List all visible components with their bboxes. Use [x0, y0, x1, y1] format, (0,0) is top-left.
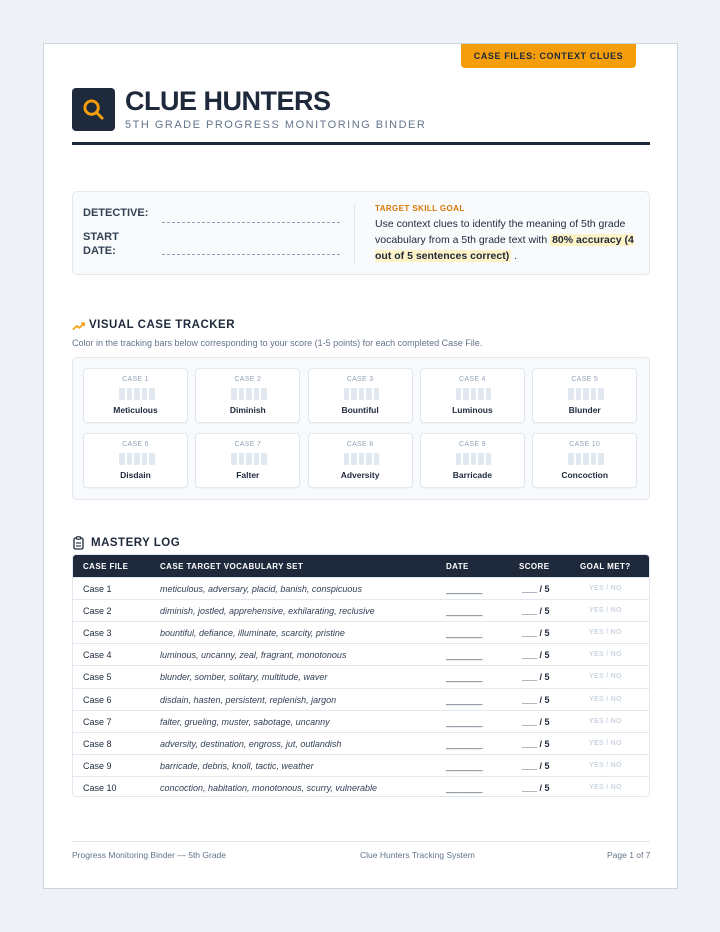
vocab-cell: adversity, destination, engross, jut, outlandish: [160, 738, 342, 749]
goal-met-cell[interactable]: YES / NO: [589, 629, 622, 637]
score-bars: [568, 453, 604, 465]
score-bar[interactable]: [568, 453, 574, 465]
score-bar[interactable]: [246, 388, 252, 400]
date-cell[interactable]: ________: [446, 606, 483, 617]
footer-page-number: Page 1 of 7: [607, 850, 651, 860]
goal-met-cell[interactable]: YES / NO: [589, 585, 622, 592]
score-bar[interactable]: [134, 453, 140, 465]
case-number: CASE 5: [571, 376, 599, 383]
score-cell[interactable]: ___ / 5: [522, 628, 550, 639]
score-bar[interactable]: [149, 453, 155, 465]
vocab-cell: blunder, somber, solitary, multitude, waver: [160, 672, 328, 683]
case-card: [420, 368, 525, 423]
case-word: Diminish: [229, 405, 266, 415]
vocab-cell: barricade, debris, knoll, tactic, weather: [160, 760, 314, 771]
case-number: CASE 10: [569, 440, 601, 448]
score-bar[interactable]: [568, 388, 574, 400]
student-info-panel: [72, 191, 650, 275]
trending-up-icon: [72, 321, 85, 331]
goal-heading: TARGET SKILL GOAL: [375, 204, 465, 213]
score-bar[interactable]: [583, 453, 589, 465]
goal-met-cell[interactable]: YES / NO: [589, 717, 622, 725]
case-card: [532, 368, 637, 423]
info-divider: [354, 204, 355, 264]
case-word: Blunder: [568, 405, 601, 415]
case-number: CASE 3: [346, 376, 374, 383]
mastery-log-table: [72, 554, 650, 797]
goal-met-cell[interactable]: YES / NO: [589, 673, 622, 681]
table-row: [73, 599, 649, 621]
score-bar[interactable]: [142, 453, 148, 465]
case-number: CASE 7: [234, 440, 262, 448]
score-bar[interactable]: [119, 453, 125, 465]
score-bar[interactable]: [486, 453, 492, 465]
goal-highlight: 80% accuracy (4 out of 5 sentences correct): [375, 234, 634, 262]
case-word: Falter: [236, 469, 260, 480]
goal-met-cell[interactable]: YES / NO: [589, 739, 622, 747]
score-bar[interactable]: [134, 388, 140, 400]
col-score: SCORE: [519, 562, 550, 571]
score-bar[interactable]: [583, 388, 589, 400]
score-bar[interactable]: [261, 453, 267, 465]
score-cell[interactable]: ___ / 5: [522, 782, 550, 793]
case-card: [83, 368, 188, 423]
date-cell[interactable]: ________: [446, 782, 483, 793]
score-cell[interactable]: ___ / 5: [522, 716, 550, 727]
table-row: [73, 776, 649, 797]
score-cell[interactable]: ___ / 5: [522, 672, 550, 683]
score-cell[interactable]: ___ / 5: [522, 760, 550, 771]
case-word: Barricade: [452, 469, 492, 480]
score-bar[interactable]: [366, 453, 372, 465]
table-row: [73, 710, 649, 732]
col-goal-met: GOAL MET?: [580, 562, 631, 571]
footer-left: Progress Monitoring Binder — 5th Grade: [72, 850, 227, 860]
col-vocab-set: CASE TARGET VOCABULARY SET: [160, 562, 304, 571]
score-bar[interactable]: [478, 453, 484, 465]
score-cell[interactable]: ___ / 5: [522, 738, 550, 749]
score-bar[interactable]: [374, 388, 380, 400]
case-number: CASE 6: [122, 440, 149, 448]
table-row: [73, 643, 649, 665]
magnifier-icon: [82, 98, 105, 121]
vocab-cell: concoction, habitation, monotonous, scurry, vulnerable: [160, 782, 377, 793]
score-bar[interactable]: [254, 453, 260, 465]
score-bar[interactable]: [231, 388, 237, 400]
date-cell[interactable]: ________: [446, 650, 483, 661]
score-cell[interactable]: ___ / 5: [522, 694, 550, 705]
date-cell[interactable]: ________: [446, 584, 483, 594]
score-bar[interactable]: [351, 453, 357, 465]
score-bar[interactable]: [591, 453, 597, 465]
score-bars: [456, 388, 492, 400]
score-bar[interactable]: [119, 388, 125, 400]
col-case-file: CASE FILE: [83, 562, 129, 571]
score-bar[interactable]: [351, 388, 357, 400]
score-bars: [119, 388, 155, 400]
mastery-log-heading: MASTERY LOG: [91, 537, 181, 549]
case-number: CASE 1: [122, 376, 149, 383]
case-file-cell: Case 3: [83, 628, 112, 639]
score-bar[interactable]: [239, 453, 245, 465]
score-bar[interactable]: [246, 453, 252, 465]
detective-field[interactable]: [162, 222, 340, 223]
score-bar[interactable]: [127, 453, 133, 465]
score-bar[interactable]: [239, 388, 245, 400]
goal-met-cell[interactable]: YES / NO: [589, 761, 622, 769]
case-word: Bountiful: [341, 405, 379, 415]
case-number: CASE 9: [459, 440, 486, 448]
date-cell[interactable]: ________: [446, 760, 483, 771]
col-date: DATE: [446, 562, 469, 571]
score-bar[interactable]: [456, 388, 462, 400]
score-bar[interactable]: [456, 453, 462, 465]
detective-label: DETECTIVE:: [83, 207, 149, 219]
clipboard-icon: [73, 536, 84, 550]
score-bar[interactable]: [142, 388, 148, 400]
score-bar[interactable]: [576, 388, 582, 400]
score-bar[interactable]: [471, 388, 477, 400]
score-bars: [119, 453, 155, 465]
case-word: Concoction: [561, 469, 609, 480]
case-card: [83, 433, 188, 488]
goal-text: [375, 216, 643, 264]
score-bar[interactable]: [231, 453, 237, 465]
case-number: CASE 8: [346, 440, 374, 448]
date-cell[interactable]: ________: [446, 672, 483, 683]
goal-met-cell[interactable]: YES / NO: [589, 607, 622, 615]
tracker-instructions: Color in the tracking bars below corresponding to your score (1-5 points) for each completed Case File.: [72, 338, 483, 348]
start-date-field[interactable]: [162, 254, 340, 255]
score-bar[interactable]: [344, 388, 350, 400]
vocab-cell: disdain, hasten, persistent, replenish, jargon: [160, 694, 337, 705]
table-row: [73, 688, 649, 710]
goal-met-cell[interactable]: YES / NO: [589, 783, 622, 791]
tracker-heading: VISUAL CASE TRACKER: [89, 319, 236, 331]
score-bar[interactable]: [598, 388, 604, 400]
score-bar[interactable]: [463, 453, 469, 465]
case-card: [420, 433, 525, 488]
case-file-cell: Case 9: [83, 760, 112, 771]
score-bar[interactable]: [486, 388, 492, 400]
score-cell[interactable]: ___ / 5: [522, 650, 550, 661]
logo: [72, 88, 115, 131]
footer-center: Clue Hunters Tracking System: [360, 850, 475, 860]
case-card: [308, 368, 413, 423]
case-files-badge: CASE FILES: CONTEXT CLUES: [461, 44, 636, 68]
score-bar[interactable]: [149, 388, 155, 400]
case-file-cell: Case 5: [83, 672, 112, 683]
vocab-cell: falter, grueling, muster, sabotage, uncanny: [160, 716, 330, 727]
case-word: Disdain: [120, 469, 151, 480]
score-bar[interactable]: [576, 453, 582, 465]
page-subtitle: 5TH GRADE PROGRESS MONITORING BINDER: [125, 119, 427, 131]
date-cell[interactable]: ________: [446, 738, 483, 749]
case-card: [532, 433, 637, 488]
vocab-cell: diminish, jostled, apprehensive, exhilarating, reclusive: [160, 606, 375, 617]
score-bar[interactable]: [344, 453, 350, 465]
score-bars: [344, 453, 380, 465]
date-cell[interactable]: ________: [446, 694, 483, 705]
footer-rule: [72, 841, 650, 842]
goal-text-end: .: [511, 250, 518, 262]
case-file-cell: Case 2: [83, 606, 112, 617]
score-cell[interactable]: ___ / 5: [522, 584, 550, 594]
score-bar[interactable]: [366, 388, 372, 400]
score-bar[interactable]: [359, 453, 365, 465]
table-row: [73, 577, 649, 599]
case-number: CASE 4: [459, 376, 486, 383]
case-word: Luminous: [452, 405, 493, 415]
goal-met-cell[interactable]: YES / NO: [589, 695, 622, 703]
vocab-cell: bountiful, defiance, illuminate, scarcity, pristine: [160, 628, 345, 639]
score-bar[interactable]: [261, 388, 267, 400]
case-tracker-grid: [72, 357, 650, 500]
score-bars: [568, 388, 604, 400]
table-row: [73, 621, 649, 643]
score-bar[interactable]: [374, 453, 380, 465]
binder-page: [43, 43, 678, 889]
score-bars: [231, 388, 267, 400]
case-file-cell: Case 10: [83, 782, 117, 793]
case-file-cell: Case 8: [83, 738, 112, 749]
case-file-cell: Case 6: [83, 694, 112, 705]
table-row: [73, 665, 649, 687]
table-row: [73, 754, 649, 776]
case-card: [195, 433, 300, 488]
score-bar[interactable]: [598, 453, 604, 465]
table-header: [73, 555, 649, 577]
case-word: Meticulous: [113, 405, 158, 415]
score-bar[interactable]: [463, 388, 469, 400]
start-label-line2: DATE:: [83, 245, 116, 257]
case-word: Adversity: [340, 469, 380, 480]
start-label-line1: START: [83, 231, 119, 243]
header-rule: [72, 142, 650, 145]
page-title: CLUE HUNTERS: [125, 86, 331, 116]
score-bar[interactable]: [254, 388, 260, 400]
case-card: [195, 368, 300, 423]
vocab-cell: luminous, uncanny, zeal, fragrant, monotonous: [160, 650, 347, 661]
score-bar[interactable]: [478, 388, 484, 400]
case-number: CASE 2: [234, 376, 262, 383]
score-bars: [231, 453, 267, 465]
goal-met-cell[interactable]: YES / NO: [589, 651, 622, 659]
score-bar[interactable]: [359, 388, 365, 400]
score-bars: [344, 388, 380, 400]
vocab-cell: meticulous, adversary, placid, banish, conspicuous: [160, 584, 362, 594]
score-cell[interactable]: ___ / 5: [522, 606, 550, 617]
case-card: [308, 433, 413, 488]
goal-text-start: Use context clues to identify the meaning of 5th grade vocabulary from a 5th grade text with: [375, 218, 626, 246]
score-bar[interactable]: [591, 388, 597, 400]
table-row: [73, 732, 649, 754]
score-bar[interactable]: [471, 453, 477, 465]
date-cell[interactable]: ________: [446, 716, 483, 727]
case-file-cell: Case 4: [83, 650, 112, 661]
date-cell[interactable]: ________: [446, 628, 483, 639]
case-file-cell: Case 1: [83, 584, 112, 594]
case-file-cell: Case 7: [83, 716, 112, 727]
score-bar[interactable]: [127, 388, 133, 400]
score-bars: [456, 453, 492, 465]
